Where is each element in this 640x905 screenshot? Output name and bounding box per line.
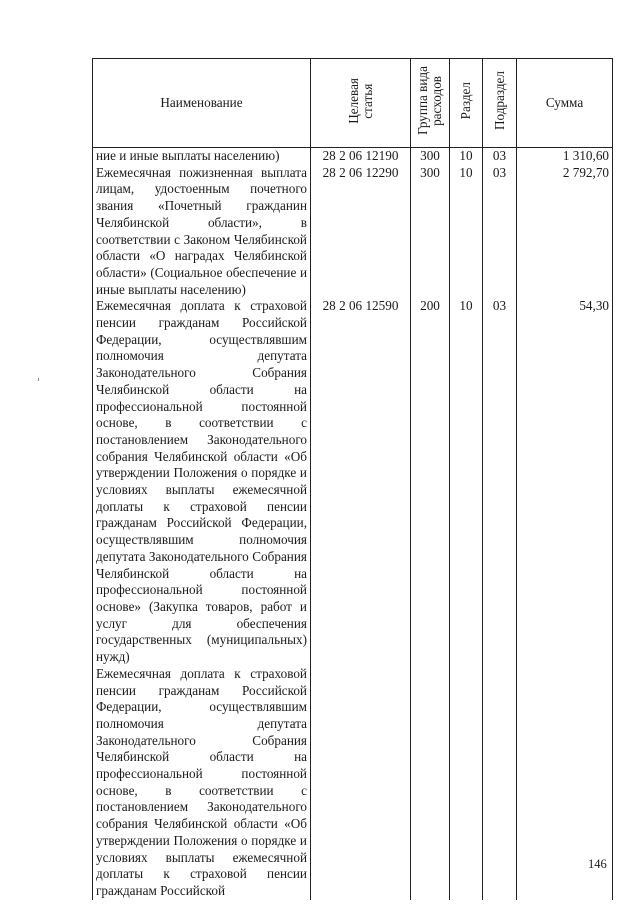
row-section: 10 xyxy=(450,165,483,299)
row-subsection: 03 xyxy=(483,148,517,165)
row-article xyxy=(311,666,411,900)
header-sum-label: Сумма xyxy=(545,94,584,110)
header-subsection xyxy=(483,59,517,148)
row-name: Ежемесячная пожизненная выплата лицам, удостоенным почетного звания «Почетный гражданин Челябинской области», в соответствии с Законом Челябинской области «О наградах Челябинской области» (Социальное обеспечение и иные выплаты населению) xyxy=(93,165,311,299)
row-article: 28 2 06 12190 xyxy=(311,148,411,165)
row-section xyxy=(450,666,483,900)
row-subsection: 03 xyxy=(483,165,517,299)
header-section-label: Раздел xyxy=(458,81,473,120)
row-subsection: 03 xyxy=(483,298,517,665)
header-article-label: Целевая статья xyxy=(345,77,375,124)
scan-mark xyxy=(38,378,39,381)
header-name xyxy=(93,59,311,148)
header-group-label: Группа вида расходов xyxy=(415,66,444,136)
row-name: Ежемесячная доплата к страховой пенсии гражданам Российской Федерации, осуществлявшим полномочия депутата Законодательного Собрания Челябинской области на профессиональной постоянной основе, в соответствии с постановлением Законодательного собрания Челябинской области «Об утверждении Положения о порядке и условиях выплаты ежемесячной доплаты к страховой пенсии гражданам Российской xyxy=(93,666,311,900)
header-sum xyxy=(517,59,613,148)
header-article xyxy=(311,59,411,148)
table-row xyxy=(93,298,613,665)
header-subsection-label: Подраздел xyxy=(491,71,507,131)
header-name-label: Наименование xyxy=(160,94,243,110)
row-group: 300 xyxy=(411,165,450,299)
row-article: 28 2 06 12290 xyxy=(311,165,411,299)
table-row xyxy=(93,666,613,900)
row-sum: 1 310,60 xyxy=(517,148,613,165)
row-article: 28 2 06 12590 xyxy=(311,298,411,665)
row-section: 10 xyxy=(450,298,483,665)
row-sum: 54,30 xyxy=(517,298,613,665)
header-group xyxy=(411,59,450,148)
row-group: 300 xyxy=(411,148,450,165)
table-row xyxy=(93,165,613,299)
row-subsection xyxy=(483,666,517,900)
table-row xyxy=(93,148,613,165)
row-section: 10 xyxy=(450,148,483,165)
row-group: 200 xyxy=(411,298,450,665)
page-number: 146 xyxy=(588,857,607,871)
row-group xyxy=(411,666,450,900)
row-sum: 2 792,70 xyxy=(517,165,613,299)
row-name: Ежемесячная доплата к страховой пенсии гражданам Российской Федерации, осуществлявшим полномочия депутата Законодательного Собрания Челябинской области на профессиональной постоянной основе, в соответствии с постановлением Законодательного собрания Челябинской области «Об утверждении Положения о порядке и условиях выплаты ежемесячной доплаты к страховой пенсии гражданам Российской Федерации, осуществлявшим полномочия депутата Законодательного Собрания Челябинской области на профессиональной постоянной основе» (Закупка товаров, работ и услуг для обеспечения государственных (муниципальных) нужд) xyxy=(93,298,311,665)
row-name: ние и иные выплаты населению) xyxy=(93,148,311,165)
table-header xyxy=(93,59,613,148)
header-section xyxy=(450,59,483,148)
budget-table xyxy=(92,58,613,900)
